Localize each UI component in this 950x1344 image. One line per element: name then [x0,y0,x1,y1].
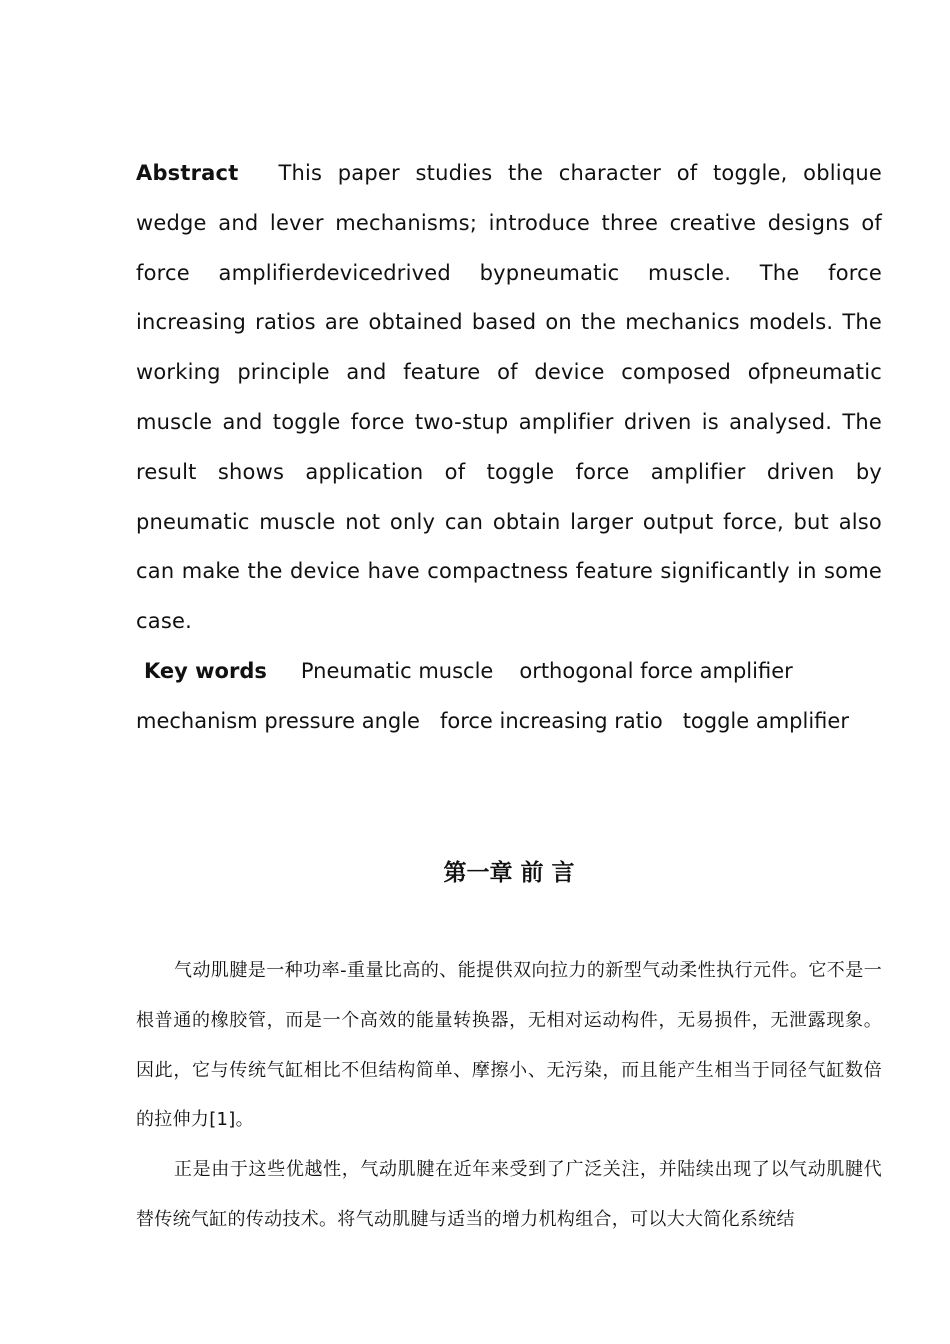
keywords-label: Key words [144,658,267,683]
abstract-label: Abstract [136,161,239,185]
chapter-body [136,946,882,1245]
body-paragraph: 气动肌腱是一种功率-重量比高的、能提供双向拉力的新型气动柔性执行元件。它不是一根普通的橡胶管，而是一个高效的能量转换器，无相对运动构件，无易损件，无泄露现象。因此，它与传统气缸相比不但结构简单、摩擦小、无污染，而且能产生相当于同径气缸数倍的拉伸力[1]。 [136,960,882,1131]
chapter-title: 第一章 前 言 [443,860,575,886]
keyword: mechanism pressure angle [136,708,420,733]
body-paragraph: 正是由于这些优越性，气动肌腱在近年来受到了广泛关注，并陆续出现了以气动肌腱代替传统气缸的传动技术。将气动肌腱与适当的增力机构组合，可以大大简化系统结 [136,1159,882,1230]
keyword: orthogonal force amplifier [519,658,793,683]
keyword: toggle amplifier [682,708,849,733]
keyword: force increasing ratio [439,708,663,733]
keywords-paragraph [136,647,882,747]
abstract-text: This paper studies the character of toggle, oblique wedge and lever mechanisms; introduce three creative designs of force amplifierdevicedrived bypneumatic muscle. The force increasing ratios are obtained based on the mechanics models. The working principle and feature of device composed ofpneumatic muscle and toggle force two-stup amplifier driven is analysed. The result shows application of toggle force amplifier driven by pneumatic muscle not only can obtain larger output force, but also can make the device have compactness feature significantly in some case. [136,161,882,634]
paper-page [136,149,882,1230]
abstract-paragraph [136,149,882,647]
keyword: Pneumatic muscle [300,658,494,683]
